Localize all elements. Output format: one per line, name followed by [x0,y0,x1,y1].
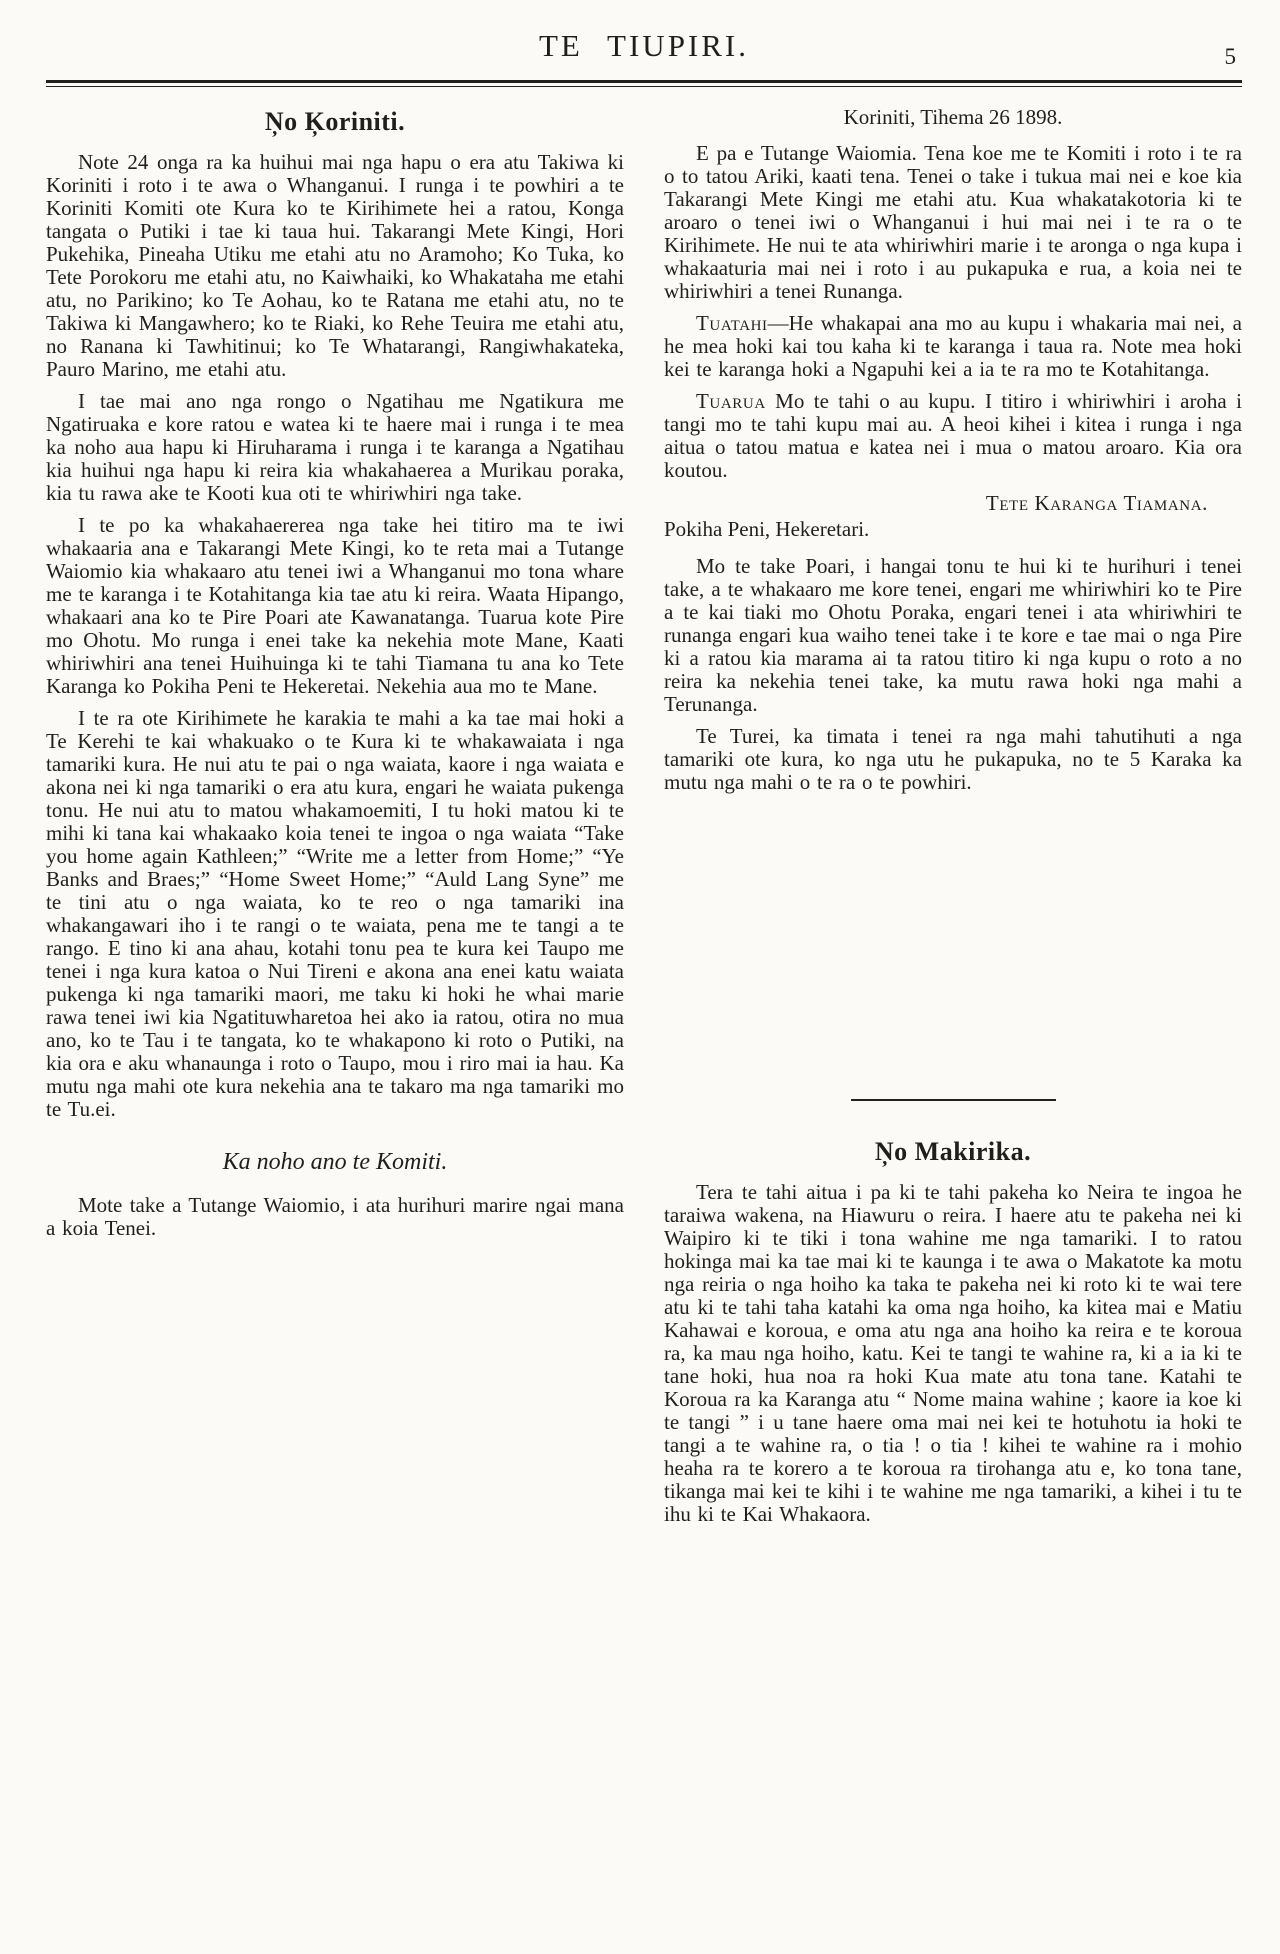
article-heading-makirika: Ņo Makirika. [874,1137,1032,1166]
left-column [46,95,624,1249]
article-heading-koriniti: Ņo Ķoriniti. [264,107,406,136]
tuarua-paragraph [664,390,1242,482]
section-divider [851,1099,1056,1101]
turei-paragraph: Te Turei, ka timata i tenei ra nga mahi tahutihuti a nga tamariki ote kura, ko nga utu he pukapuka, no te 5 Karaka ka mutu nga mahi o te ra o te powhiri. [664,724,1242,794]
tuatahi-paragraph [664,312,1242,381]
masthead [46,18,1242,80]
koriniti-paragraph-1: Note 24 onga ra ka huihui mai nga hapu o era atu Takiwa ki Koriniti i roto i te awa o Whanganui. I runga i te powhiri a te Koriniti Komiti ote Kura ko te Kirihimete hei a ratou, Konga tangata o Putiki i tae ki taua hui. Takarangi Mete Kingi, Hori Pukehika, Pineaha Utiku me etahi atu no Aramoho; Ko Tuka, ko Tete Porokoru me etahi atu, no Kaiwhaiki, ko Whakataha me etahi atu, no Parikino; ko Te Aohau, ko te Ratana me etahi atu, no te Takiwa ki Mangawhero; ko te Riaki, ko Rehe Teuira me etahi atu, no Ranana ki Tawhitinui; ko Te Whatarangi, Rangiwhakateka, Pauro Marino, me etahi atu. [46,150,624,381]
tuatahi-lead: Tuatahi [696,311,768,335]
komiti-subheading: Ka noho ano te Komiti. [222,1149,448,1175]
column-whitespace [664,803,1242,1099]
page-number: 5 [1224,44,1236,69]
newspaper-title: TE TIUPIRI. [538,28,750,63]
koriniti-paragraph-3: I te po ka whakahaererea nga take hei titiro ma te iwi whakaaria ana e Takarangi Mete Kingi, ko te reta mai a Tutange Waiomio kia whakaaro atu tenei iwi a Whanganui mo tona whare me te karanga i te Kotahitanga kia tae atu ki reira. Waata Hipango, whakaari ana ko te Pire Poari ate Kawanatanga. Tuarua kote Pire mo Ohotu. Mo runga i enei take ka nekehia mote Mane, Kaati whiriwhiri ana tenei Huihuinga ki te tahi Tiamana tu ana ko Tete Karanga ko Pokiha Peni te Hekeretai. Nekehia aua mo te Mane. [46,513,624,698]
komiti-paragraph: Mote take a Tutange Waiomio, i ata hurihuri marire ngai mana a koia Tenei. [46,1193,624,1240]
header-rule [46,80,1242,87]
tuarua-lead: Tuarua [696,389,766,413]
signature-name: Pokiha Peni, Hekeretari. [664,517,870,541]
makirika-paragraph: Tera te tahi aitua i pa ki te tahi pakeha ko Neira te ingoa he taraiwa wakena, na Hiawuru o reira. I haere atu te pakeha nei ki Waipiro ki te tiki i tona wahine me nga tamariki. I to ratou hokinga mai ka tae mai ki te kaunga i te awa o Makatote ka motu nga reiria o nga hoiho ka taka te pakeha nei ki roto ki te wai tere atu ki te tahi taha katahi ka oma nga hoiho, ka kitea mai e Matiu Kahawai e koroua, e oma atu nga ana hoiho ka reira e te koroua ra, ka mau nga hoiho, katu. Kei te tangi te wahine ra, ki a ia ki te tane hoki, hua noa ra hoki Kua mate atu tona tane. Katahi te Koroua ra ka Karanga atu “ Nome maina wahine ; kaore ia koe ki te tangi ” i u tane haere oma mai nei kei te hotuhotu ia hoki te tangi a te wahine ra, o tia ! o tia ! kihei te wahine ra i mohio heaha ra te korero a te koroua ra tirohanga atu e, ko tona tane, tikanga mai kei te kihi i te wahine me nga tamariki, a kihei i tu te ihu ki te Kai Whakaora. [664,1180,1242,1526]
koriniti-paragraph-4: I te ra ote Kirihimete he karakia te mahi a ka tae mai hoki a Te Kerehi te kai whakuako o te Kura ki te whakawaiata i nga tamariki kura. He nui atu te pai o nga waiata, kaore i nga waiata e akona nei ki nga tamariki o era atu kura, engari he waiata pukenga tonu. He nui atu to matou whakamoemiti, I tu hoki matou ki te mihi ki tana kai whakaako koia tenei te ingoa o nga waiata “Take you home again Kathleen;” “Write me a letter from Home;” “Ye Banks and Braes;” “Home Sweet Home;” “Auld Lang Syne” me te tini atu o nga waiata, ko te reo o nga tamariki ina whakangawari iho i te rangi o te waiata, pena me te tangi a te rango. E tino ki ana ahau, kotahi tonu pea te kura kei Taupo me tenei i nga kura katoa o Nui Tireni e akona ana enei katu waiata pukenga ki nga tamariki maori, me taku ki hoki he whai marie rawa tenei iwi kia Ngatituwharetoa hei ako ia ratou, otira no mua ano, ko te Tau i te tangata, ko te whakapono ki roto o Putiki, na kia ora e aku whanaunga i roto o Taupo, mou i riro mai ia hau. Ka mutu nga mahi ote kura nekehia ana te takaro ma nga tamariki mo te Tu.ei. [46,706,624,1121]
right-column [664,95,1242,1535]
tuarua-text: Mo te tahi o au kupu. I titiro i whiriwhiri i aroha i tangi mo te tahi kupu mai au. A heoi kihei i kitea i runga i nga aitua o tatou matua e katea nei i mua o matou aroaro. Kia ora koutou. [664,389,1242,482]
koriniti-paragraph-2: I tae mai ano nga rongo o Ngatihau me Ngatikura me Ngatiruaka e kore ratou e watea ki te haere mai i runga i te mea ka noho aua hapu ki Hiruharama i runga i te karanga a Ngatihau kia huihui nga hapu ki reira kia whakahaerea a Murikau poraka, kia tu rawa ake te Kooti kua oti te whiriwhiri nga take. [46,389,624,505]
tuatahi-text: —He whakapai ana mo au kupu i whakaria mai nei, a he mea hoki kai tou kaha ki te karanga i taua ra. Note mea hoki kei te karanga hoki a Ngapuhi kei a ia te ra mo te Kotahitanga. [664,311,1242,381]
poari-paragraph: Mo te take Poari, i hangai tonu te hui ki te hurihuri i tenei take, a te whakaaro me kore tenei, engari me whiriwhiri ko te Pire a te kai tiaki mo Ohotu Poraka, engari tenei i ata whiriwhiri te runanga engari kua waiho tenei take i te kore e tae mai o nga Pire ki a ratou kia marama ai ta ratou titiro ki nga kupu o roto a no reira ka nekehia tenei take, ka mutu rawa hoki nga mahi a Terunanga. [664,554,1242,716]
dateline: Koriniti, Tihema 26 1898. [843,105,1063,129]
letter-paragraph: E pa e Tutange Waiomia. Tena koe me te Komiti i roto i te ra o to tatou Ariki, kaati tena. Tenei o take i tukua mai nei e koe kia Takarangi Mete Kingi me etahi atu. Kua whakatakotoria ki te aroaro o tenei iwi o Whanganui i hui mai nei i te ra o te Kirihimete. He nui te ata whiriwhiri marie i te aronga o nga kupa i whakaaturia mai nei i roto i au pukapuka e rua, a koia nei te whiriwhiri a tenei Runanga. [664,141,1242,303]
article-columns [46,95,1242,1535]
signature-role: Tete Karanga Tiamana. [985,491,1208,515]
